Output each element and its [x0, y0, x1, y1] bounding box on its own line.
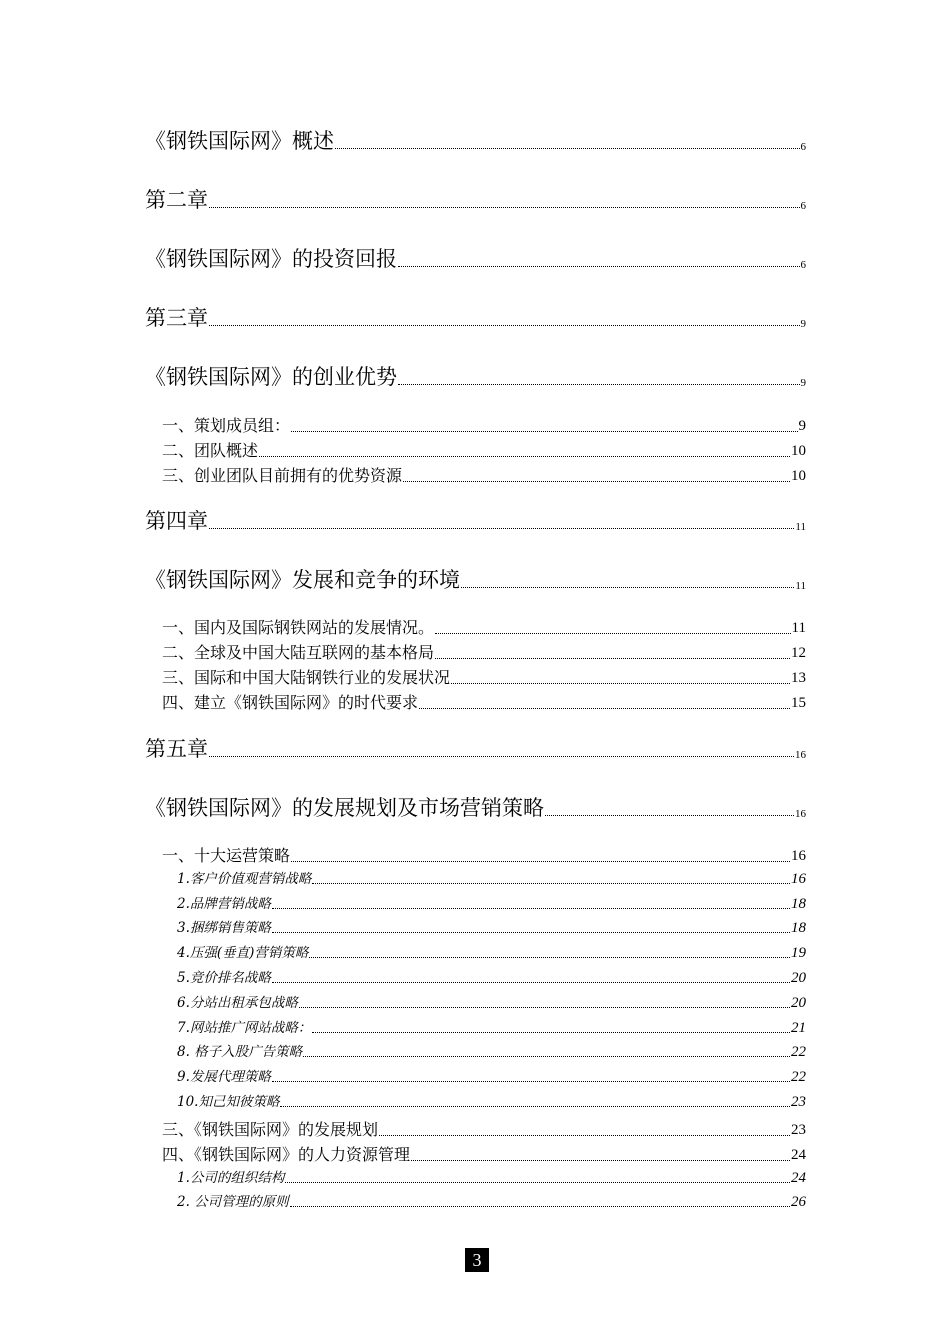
- toc-entry[interactable]: [145, 246, 806, 272]
- dot-leader: [280, 1106, 790, 1107]
- toc-entry[interactable]: [162, 845, 806, 866]
- toc-entry-title: 1.公司的组织结构: [177, 1170, 285, 1186]
- toc-entry-title: 四、建立《钢铁国际网》的时代要求: [162, 692, 419, 712]
- toc-entry-title: 四、《钢铁国际网》的人力资源管理: [162, 1144, 411, 1164]
- toc-entry[interactable]: [162, 440, 806, 461]
- dot-leader: [312, 1032, 790, 1033]
- toc-entry-page: 18: [791, 896, 806, 912]
- dot-leader: [290, 1206, 790, 1207]
- toc-entry-title: 一、策划成员组：: [162, 415, 291, 435]
- toc-entry-page: 12: [791, 644, 806, 661]
- toc-entry[interactable]: [177, 1043, 806, 1061]
- toc-entry-title: 4.压强(垂直)营销策略: [177, 945, 309, 961]
- toc-entry-title: 《钢铁国际网》发展和竞争的环境: [145, 568, 460, 592]
- toc-entry-title: 《钢铁国际网》概述: [145, 129, 334, 153]
- toc-entry[interactable]: [145, 128, 806, 154]
- toc-entry-page: 22: [791, 1044, 806, 1060]
- toc-entry-page: 10: [791, 467, 806, 484]
- toc-entry[interactable]: [162, 1119, 806, 1140]
- toc-entry-page: 9: [798, 417, 806, 434]
- toc-entry-title: 三、《钢铁国际网》的发展规划: [162, 1119, 379, 1139]
- toc-entry[interactable]: [145, 305, 806, 331]
- toc-entry-title: 10.知己知彼策略: [177, 1094, 280, 1110]
- toc-entry-title: 9.发展代理策略: [177, 1069, 271, 1085]
- toc-entry-title: 6.分站出租承包战略: [177, 995, 298, 1011]
- toc-entry-title: 第二章: [145, 188, 208, 212]
- dot-leader: [379, 1135, 790, 1136]
- toc-entry-page: 11: [795, 521, 806, 533]
- toc-entry-title: 二、团队概述: [162, 440, 259, 460]
- dot-leader: [209, 207, 800, 208]
- toc-entry-title: 5.竞价排名战略: [177, 970, 271, 986]
- toc-entry-page: 6: [800, 141, 806, 153]
- toc-entry[interactable]: [177, 944, 806, 962]
- dot-leader: [303, 1056, 790, 1057]
- dot-leader: [419, 708, 790, 709]
- toc-entry-title: 一、十大运营策略: [162, 845, 291, 865]
- toc-entry[interactable]: [177, 1093, 806, 1111]
- toc-entry[interactable]: [145, 187, 806, 213]
- toc-entry[interactable]: [145, 567, 806, 593]
- toc-entry-page: 16: [795, 808, 806, 820]
- toc-entry-page: 19: [791, 945, 806, 961]
- toc-entry-title: 三、创业团队目前拥有的优势资源: [162, 465, 403, 485]
- toc-entry-page: 11: [791, 619, 806, 636]
- toc-entry-page: 9: [800, 377, 806, 389]
- toc-entry[interactable]: [177, 969, 806, 987]
- dot-leader: [398, 384, 800, 385]
- dot-leader: [299, 1007, 790, 1008]
- toc-entry-page: 18: [791, 920, 806, 936]
- toc-entry-page: 9: [800, 318, 806, 330]
- dot-leader: [291, 431, 797, 432]
- toc-entry[interactable]: [145, 795, 806, 821]
- toc-entry[interactable]: [162, 465, 806, 486]
- toc-entry[interactable]: [177, 1193, 806, 1211]
- toc-entry-title: 1.客户价值观营销战略: [177, 871, 312, 887]
- dot-leader: [209, 528, 794, 529]
- dot-leader: [259, 456, 790, 457]
- toc-entry-page: 20: [791, 995, 806, 1011]
- toc-entry[interactable]: [177, 1019, 806, 1037]
- toc-entry-title: 2. 公司管理的原则: [177, 1194, 289, 1210]
- dot-leader: [335, 148, 800, 149]
- dot-leader: [291, 861, 790, 862]
- toc-entry-title: 《钢铁国际网》的创业优势: [145, 365, 397, 389]
- toc-entry-page: 24: [791, 1170, 806, 1186]
- dot-leader: [398, 266, 800, 267]
- toc-entry[interactable]: [145, 364, 806, 390]
- toc-entry-title: 《钢铁国际网》的发展规划及市场营销策略: [145, 796, 544, 820]
- dot-leader: [403, 481, 790, 482]
- toc-entry-title: 一、国内及国际钢铁网站的发展情况。: [162, 617, 435, 637]
- toc-entry-title: 第四章: [145, 509, 208, 533]
- dot-leader: [545, 815, 794, 816]
- toc-entry-title: 第三章: [145, 306, 208, 330]
- toc-entry[interactable]: [177, 1068, 806, 1086]
- dot-leader: [209, 325, 800, 326]
- toc-entry-page: 24: [791, 1146, 806, 1163]
- dot-leader: [411, 1160, 790, 1161]
- toc-entry-page: 23: [791, 1094, 806, 1110]
- dot-leader: [451, 683, 790, 684]
- dot-leader: [272, 932, 790, 933]
- toc-entry[interactable]: [162, 1144, 806, 1165]
- dot-leader: [309, 957, 790, 958]
- toc-entry-title: 8. 格子入股广告策略: [177, 1044, 303, 1060]
- dot-leader: [461, 587, 794, 588]
- toc-entry-page: 22: [791, 1069, 806, 1085]
- dot-leader: [312, 883, 790, 884]
- toc-entry-page: 10: [791, 442, 806, 459]
- toc-entry[interactable]: [177, 919, 806, 937]
- toc-entry[interactable]: [145, 736, 806, 762]
- toc-entry[interactable]: [177, 870, 806, 888]
- toc-entry-title: 三、国际和中国大陆钢铁行业的发展状况: [162, 667, 451, 687]
- toc-entry[interactable]: [162, 692, 806, 713]
- page-number: 3: [465, 1248, 489, 1272]
- toc-entry[interactable]: [162, 642, 806, 663]
- toc-entry-title: 3.捆绑销售策略: [177, 920, 271, 936]
- dot-leader: [209, 756, 794, 757]
- toc-entry-page: 16: [795, 749, 806, 761]
- toc-entry-page: 11: [795, 580, 806, 592]
- toc-entry[interactable]: [162, 415, 806, 436]
- toc-entry-title: 第五章: [145, 737, 208, 761]
- toc-entry-page: 13: [791, 669, 806, 686]
- toc-entry-page: 20: [791, 970, 806, 986]
- toc-entry-page: 6: [800, 200, 806, 212]
- toc-entry-title: 《钢铁国际网》的投资回报: [145, 247, 397, 271]
- toc-entry[interactable]: [177, 994, 806, 1012]
- toc-entry[interactable]: [177, 895, 806, 913]
- toc-entry-page: 21: [791, 1020, 806, 1036]
- dot-leader: [272, 908, 790, 909]
- toc-entry[interactable]: [162, 617, 806, 638]
- toc-entry-page: 16: [791, 847, 806, 864]
- toc-entry-page: 15: [791, 694, 806, 711]
- toc-entry-title: 2.品牌营销战略: [177, 896, 271, 912]
- toc-entry-page: 16: [791, 871, 806, 887]
- toc-entry-title: 7.网站推广网站战略：: [177, 1020, 312, 1036]
- dot-leader: [435, 658, 790, 659]
- dot-leader: [272, 1081, 790, 1082]
- toc-entry[interactable]: [162, 667, 806, 688]
- dot-leader: [435, 633, 791, 634]
- dot-leader: [285, 1182, 790, 1183]
- dot-leader: [272, 982, 790, 983]
- toc-entry[interactable]: [145, 508, 806, 534]
- toc-entry-page: 23: [791, 1121, 806, 1138]
- toc-entry-title: 二、全球及中国大陆互联网的基本格局: [162, 642, 435, 662]
- toc-entry-page: 6: [800, 259, 806, 271]
- toc-entry[interactable]: [177, 1169, 806, 1187]
- toc-entry-page: 26: [791, 1194, 806, 1210]
